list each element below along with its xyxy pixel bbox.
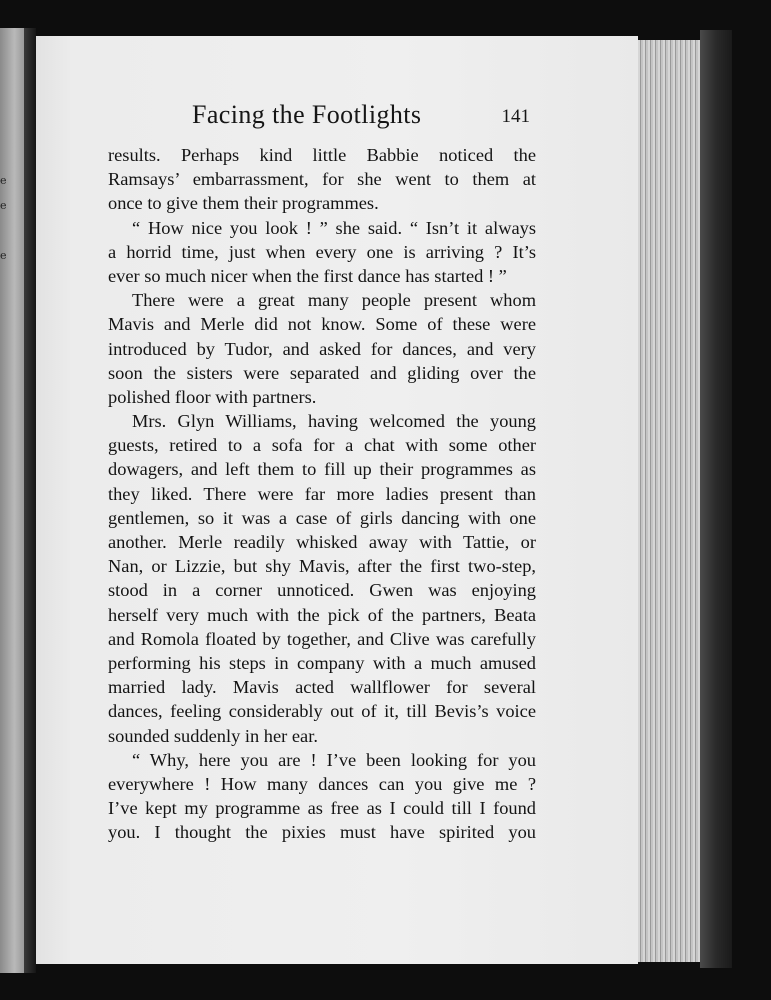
text-line: Ramsays’ embarrassment, for she went to them at (108, 169, 536, 190)
body-text (108, 143, 536, 844)
text-line: gentlemen, so it was a case of girls dancing with one (108, 507, 536, 528)
text-line: and Romola floated by together, and Clive was carefully (108, 628, 536, 649)
text-line: sounded suddenly in her ear. (108, 725, 318, 746)
previous-page-edge (0, 28, 24, 973)
previous-page-text-fragments (0, 168, 8, 268)
text-line: soon the sisters were separated and gliding over the (108, 362, 536, 383)
running-title: Facing the Footlights (192, 100, 422, 129)
text-line: There were a great many people present whom (132, 290, 536, 311)
page-number: 141 (501, 106, 530, 127)
fragment: e (0, 174, 7, 187)
text-line: you. I thought the pixies must have spirited you (108, 822, 536, 843)
text-line: stood in a corner unnoticed. Gwen was enjoying (108, 580, 536, 601)
text-line: a horrid time, just when every one is arriving ? It’s (108, 241, 536, 262)
text-line: another. Merle readily whisked away with Tattie, or (108, 532, 536, 552)
text-line: “ How nice you look ! ” she said. “ Isn’t it always (132, 217, 536, 238)
text-line: Mavis and Merle did not know. Some of these were (108, 314, 536, 335)
page-header (108, 100, 536, 140)
text-line: performing his steps in company with a much amused (108, 652, 536, 673)
text-line: dances, feeling considerably out of it, till Bevis’s voice (108, 701, 536, 722)
text-line: married lady. Mavis acted wallflower for several (108, 677, 536, 698)
text-line: dowagers, and left them to fill up their programmes as (108, 459, 536, 480)
text-line: “ Why, here you are ! I’ve been looking for you (132, 749, 536, 770)
fragment: e (0, 199, 7, 212)
text-line: everywhere ! How many dances can you give me ? (108, 773, 536, 794)
book-gutter (24, 28, 36, 973)
text-line: results. Perhaps kind little Babbie noticed the (108, 145, 536, 165)
book-cover-edge (700, 30, 732, 968)
page-fore-edge (638, 40, 702, 962)
text-line: I’ve kept my programme as free as I could till I found (108, 798, 536, 819)
text-line: they liked. There were far more ladies present than (108, 483, 536, 504)
text-line: polished floor with partners. (108, 386, 317, 407)
text-line: herself very much with the pick of the partners, Beata (108, 604, 536, 625)
text-line: once to give them their programmes. (108, 193, 379, 214)
text-line: introduced by Tudor, and asked for dances, and very (108, 338, 536, 359)
text-line: guests, retired to a sofa for a chat with some other (108, 435, 536, 456)
text-line: Mrs. Glyn Williams, having welcomed the young (132, 411, 536, 432)
fragment: e (0, 249, 7, 262)
text-line: ever so much nicer when the first dance has started ! ” (108, 265, 507, 286)
text-line: Nan, or Lizzie, but shy Mavis, after the first two-step, (108, 556, 536, 577)
